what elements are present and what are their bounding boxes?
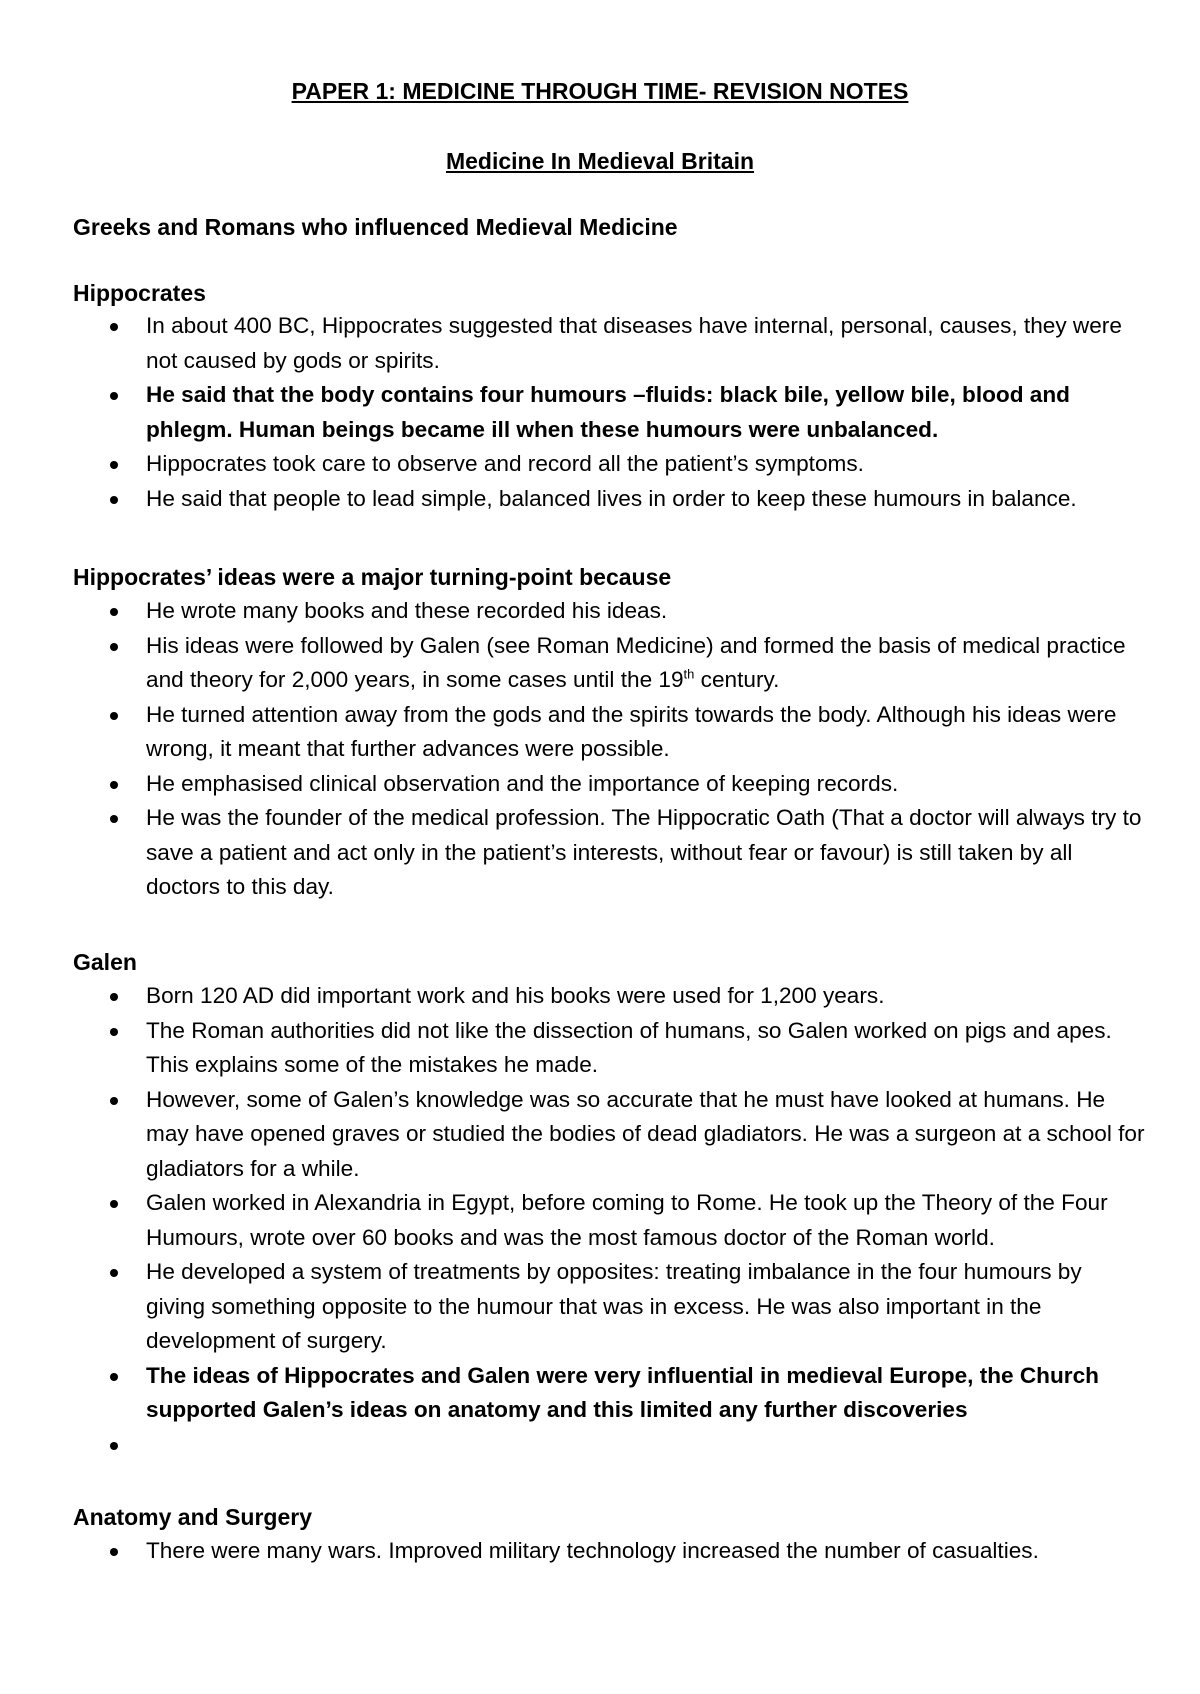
list-item: He turned attention away from the gods and the spirits towards the body. Although his ideas were wrong, it meant that further advances were possible. xyxy=(0,698,1146,767)
anatomy-heading: Anatomy and Surgery xyxy=(73,1504,312,1530)
list-item: He said that the body contains four humours –fluids: black bile, yellow bile, blood and phlegm. Human beings became ill when these humours were unbalanced. xyxy=(0,378,1146,447)
bullet-icon xyxy=(110,323,118,331)
bullet-icon xyxy=(110,993,118,1001)
list-item: Hippocrates took care to observe and record all the patient’s symptoms. xyxy=(0,447,1146,482)
bullet-icon xyxy=(110,461,118,469)
bullet-icon xyxy=(110,712,118,720)
list-item: He said that people to lead simple, balanced lives in order to keep these humours in balance. xyxy=(0,482,1146,517)
bullet-icon xyxy=(110,781,118,789)
list-item: He wrote many books and these recorded his ideas. xyxy=(0,594,1146,629)
list-item: His ideas were followed by Galen (see Roman Medicine) and formed the basis of medical practice and theory for 2,000 years, in some cases until the 19th century. xyxy=(0,629,1146,698)
list-item: Born 120 AD did important work and his books were used for 1,200 years. xyxy=(0,979,1146,1014)
hippocrates-list xyxy=(0,309,1200,516)
bullet-icon xyxy=(110,1097,118,1105)
list-item: He developed a system of treatments by opposites: treating imbalance in the four humours by giving something opposite to the humour that was in excess. He was also important in the development of surgery. xyxy=(0,1255,1146,1359)
bullet-icon xyxy=(110,643,118,651)
page-subtitle: Medicine In Medieval Britain xyxy=(445,148,755,174)
list-item: The ideas of Hippocrates and Galen were very influential in medieval Europe, the Church supported Galen’s ideas on anatomy and this limited any further discoveries xyxy=(0,1359,1146,1428)
galen-heading: Galen xyxy=(73,949,137,975)
list-item: Galen worked in Alexandria in Egypt, before coming to Rome. He took up the Theory of the Four Humours, wrote over 60 books and was the most famous doctor of the Roman world. xyxy=(0,1186,1146,1255)
bullet-icon xyxy=(110,496,118,504)
bullet-icon xyxy=(110,1269,118,1277)
turning-point-list xyxy=(0,594,1200,905)
bullet-icon xyxy=(110,1028,118,1036)
anatomy-list xyxy=(0,1534,1200,1569)
list-item: He was the founder of the medical profession. The Hippocratic Oath (That a doctor will always try to save a patient and act only in the patient’s interests, without fear or favour) is still taken by all doctors to this day. xyxy=(0,801,1146,905)
bullet-icon xyxy=(110,608,118,616)
list-item: In about 400 BC, Hippocrates suggested that diseases have internal, personal, causes, they were not caused by gods or spirits. xyxy=(0,309,1146,378)
page-title: PAPER 1: MEDICINE THROUGH TIME- REVISION NOTES xyxy=(291,78,909,104)
bullet-icon xyxy=(110,392,118,400)
bullet-icon xyxy=(110,1373,118,1381)
bullet-icon xyxy=(110,815,118,823)
list-item: There were many wars. Improved military technology increased the number of casualties. xyxy=(0,1534,1146,1569)
bullet-icon xyxy=(110,1442,118,1450)
bullet-icon xyxy=(110,1200,118,1208)
turning-point-heading: Hippocrates’ ideas were a major turning-point because xyxy=(73,564,672,590)
galen-list xyxy=(0,979,1200,1462)
hippocrates-heading: Hippocrates xyxy=(73,280,206,306)
list-item: The Roman authorities did not like the dissection of humans, so Galen worked on pigs and apes. This explains some of the mistakes he made. xyxy=(0,1014,1146,1083)
list-item-empty xyxy=(0,1428,1146,1463)
bullet-icon xyxy=(110,1548,118,1556)
list-item: However, some of Galen’s knowledge was so accurate that he must have looked at humans. He may have opened graves or studied the bodies of dead gladiators. He was a surgeon at a school for gladiators for a while. xyxy=(0,1083,1146,1187)
superscript: th xyxy=(683,666,695,682)
list-item: He emphasised clinical observation and the importance of keeping records. xyxy=(0,767,1146,802)
intro-heading: Greeks and Romans who influenced Medieval Medicine xyxy=(73,214,678,240)
